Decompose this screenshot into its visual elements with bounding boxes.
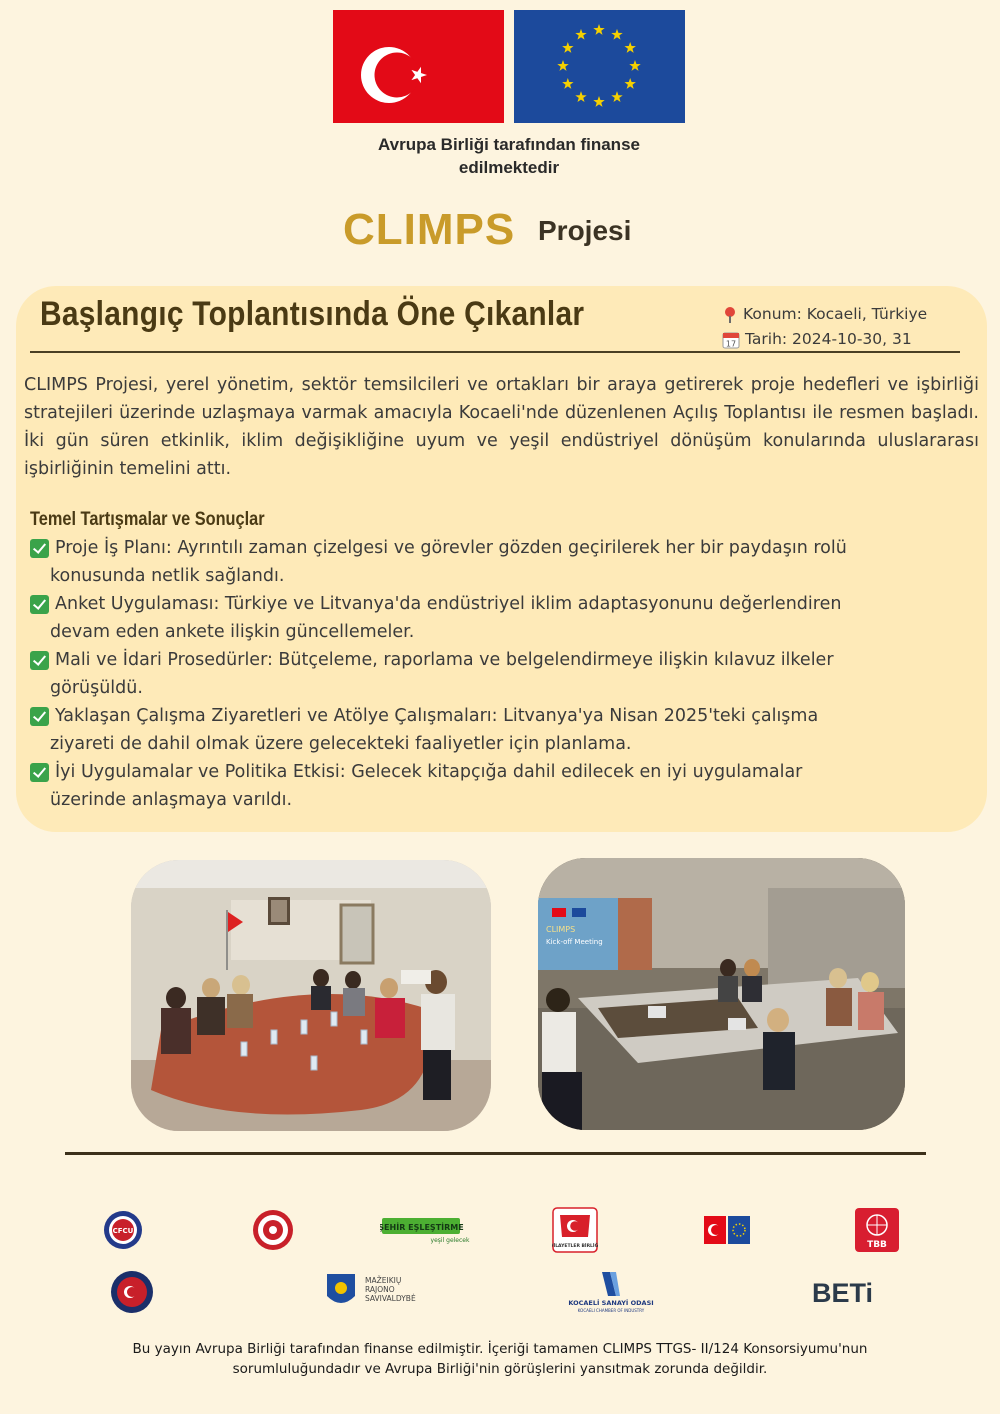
kso-sublabel: KOCAELI CHAMBER OF INDUSTRY bbox=[577, 1308, 645, 1313]
seal-icon bbox=[252, 1209, 294, 1251]
mazeikiu-line2: RAJONO bbox=[365, 1285, 395, 1294]
list-item bbox=[30, 758, 930, 814]
vilayetler-emblem-icon bbox=[552, 1207, 598, 1253]
list-item bbox=[30, 646, 930, 702]
tr-eu-flags-icon bbox=[704, 1208, 750, 1252]
kocaeli-chamber-logo bbox=[562, 1268, 660, 1314]
outcomes-list bbox=[30, 534, 930, 814]
mazeikiai-municipality-logo bbox=[325, 1272, 425, 1312]
crescent-star-icon bbox=[333, 10, 504, 123]
project-logo bbox=[330, 205, 670, 257]
event-meta bbox=[722, 302, 927, 352]
list-item bbox=[30, 702, 930, 758]
item-line2: devam eden ankete ilişkin güncellemeler. bbox=[50, 622, 415, 642]
tbb-emblem-icon bbox=[855, 1208, 899, 1252]
mazeikiu-line3: SAVIVALDYBĖ bbox=[365, 1294, 416, 1303]
sehir-eslestirme-logo bbox=[380, 1216, 472, 1244]
logos-divider bbox=[65, 1152, 926, 1155]
eu-star-icon bbox=[611, 29, 622, 40]
eu-star-icon bbox=[562, 42, 573, 53]
item-line2: ziyareti de dahil olmak üzere gelecekteki faaliyetler için planlama. bbox=[50, 734, 632, 754]
eu-stars-icon bbox=[514, 10, 685, 123]
screen-subtitle: Kick-off Meeting bbox=[546, 938, 603, 946]
vilayetler-birligi-logo bbox=[552, 1207, 598, 1253]
funded-line2: edilmektedir bbox=[458, 158, 560, 177]
sehir-sublabel: yeşil gelecek bbox=[430, 1237, 470, 1244]
location-row bbox=[722, 302, 927, 327]
item-line2: görüşüldü. bbox=[50, 678, 143, 698]
section-subheading: Temel Tartışmalar ve Sonuçlar bbox=[30, 509, 265, 530]
intro-paragraph: CLIMPS Projesi, yerel yönetim, sektör temsilcileri ve ortakları bir araya getirerek proje hedefleri ve işbirliği stratejileri üzerinde uzlaşmaya varmak amacıyla Kocaeli'nde düzenlenen Açılış Toplantısı ile resmen başladı. İki gün süren etkinlik, iklim değişikliğine uyum ve yeşil endüstriyel dönüşüm konularında uluslararası işbirliğinin temelini attı. bbox=[24, 375, 979, 479]
mazeikiai-crest-icon bbox=[325, 1272, 425, 1312]
climps-logo-text: CLIMPS bbox=[343, 205, 516, 254]
eu-star-icon bbox=[629, 60, 640, 71]
page-title: Başlangıç Toplantısında Öne Çıkanlar bbox=[40, 295, 585, 333]
list-item bbox=[30, 534, 930, 590]
tbb-label: TBB bbox=[867, 1240, 887, 1250]
sehir-label: ŞEHİR EŞLEŞTİRME bbox=[380, 1223, 464, 1232]
cfcu-emblem-icon bbox=[103, 1210, 143, 1250]
turkey-flag bbox=[333, 10, 504, 123]
meeting-photo-1 bbox=[131, 860, 491, 1131]
checkmark-icon bbox=[30, 595, 49, 614]
eu-star-icon bbox=[593, 24, 604, 35]
item-line1: İyi Uygulamalar ve Politika Etkisi: Gelecek kitapçığa dahil edilecek en iyi uygulamalar bbox=[55, 762, 803, 782]
kocaeli-governorship-logo bbox=[110, 1270, 154, 1314]
funded-by-text bbox=[333, 133, 685, 179]
tr-eu-flags-logo bbox=[704, 1208, 750, 1252]
eu-star-icon bbox=[575, 91, 586, 102]
eu-star-icon bbox=[624, 78, 635, 89]
item-line1: Proje İş Planı: Ayrıntılı zaman çizelgesi ve görevler gözden geçirilerek her bir paydaşın rolü bbox=[55, 538, 847, 558]
date-text: Tarih: 2024-10-30, 31 bbox=[745, 330, 912, 348]
item-line1: Mali ve İdari Prosedürler: Bütçeleme, raporlama ve belgelendirmeye ilişkin kılavuz ilkeler bbox=[55, 650, 834, 670]
funded-line1: Avrupa Birliği tarafından finanse bbox=[378, 135, 640, 154]
screen-title: CLIMPS bbox=[546, 925, 576, 934]
town-twinning-icon bbox=[380, 1216, 472, 1244]
kso-label: KOCAELİ SANAYİ ODASI bbox=[568, 1299, 654, 1307]
list-item bbox=[30, 590, 930, 646]
mazeikiu-line1: MAŽEIKIŲ bbox=[365, 1276, 402, 1285]
eu-star-icon bbox=[562, 78, 573, 89]
checkmark-icon bbox=[30, 539, 49, 558]
cfcu-logo bbox=[103, 1210, 143, 1250]
disclaimer-line2: sorumluluğundadır ve Avrupa Birliği'nin görüşlerini yansıtmak zorunda değildir. bbox=[232, 1361, 768, 1377]
beti-logo bbox=[810, 1276, 894, 1308]
vilayetler-label: VİLAYETLER BİRLİĞİ bbox=[552, 1244, 598, 1249]
title-divider bbox=[30, 351, 960, 353]
beti-wordmark-icon bbox=[810, 1276, 894, 1308]
eu-star-icon bbox=[575, 29, 586, 40]
disclaimer-footer bbox=[80, 1339, 920, 1379]
eu-star-icon bbox=[593, 96, 604, 107]
disclaimer-line1: Bu yayın Avrupa Birliği tarafından finanse edilmiştir. İçeriği tamamen CLIMPS TTGS- II/124 Konsorsiyumu'nun bbox=[132, 1341, 868, 1357]
checkmark-icon bbox=[30, 707, 49, 726]
tbb-logo bbox=[855, 1208, 899, 1252]
checkmark-icon bbox=[30, 763, 49, 782]
item-line2: konusunda netlik sağlandı. bbox=[50, 566, 285, 586]
cfcu-label: CFCU bbox=[112, 1227, 134, 1235]
item-line2: üzerinde anlaşmaya varıldı. bbox=[50, 790, 293, 810]
eu-funding-banner bbox=[333, 10, 685, 180]
svg-text:17: 17 bbox=[725, 339, 737, 348]
meeting-room-image bbox=[131, 860, 491, 1131]
governorship-seal-icon bbox=[110, 1270, 154, 1314]
location-text: Konum: Kocaeli, Türkiye bbox=[743, 305, 928, 323]
checkmark-icon bbox=[30, 651, 49, 670]
eu-star-icon bbox=[557, 60, 568, 71]
beti-label: BETi bbox=[812, 1278, 874, 1308]
kickoff-meeting-image bbox=[538, 858, 905, 1130]
item-line1: Yaklaşan Çalışma Ziyaretleri ve Atölye Çalışmaları: Litvanya'ya Nisan 2025'teki çalışma bbox=[55, 706, 819, 726]
projesi-text: Projesi bbox=[538, 215, 632, 246]
calendar-icon bbox=[722, 331, 740, 349]
eu-star-icon bbox=[624, 42, 635, 53]
kso-emblem-icon bbox=[562, 1268, 660, 1314]
meeting-photo-2 bbox=[538, 858, 905, 1130]
eu-star-icon bbox=[611, 91, 622, 102]
eu-flag bbox=[514, 10, 685, 123]
item-line1: Anket Uygulaması: Türkiye ve Litvanya'da endüstriyel iklim adaptasyonunu değerlendiren bbox=[55, 594, 842, 614]
date-row bbox=[722, 327, 927, 352]
pin-icon bbox=[722, 306, 738, 324]
ministry-seal-logo bbox=[252, 1209, 294, 1251]
